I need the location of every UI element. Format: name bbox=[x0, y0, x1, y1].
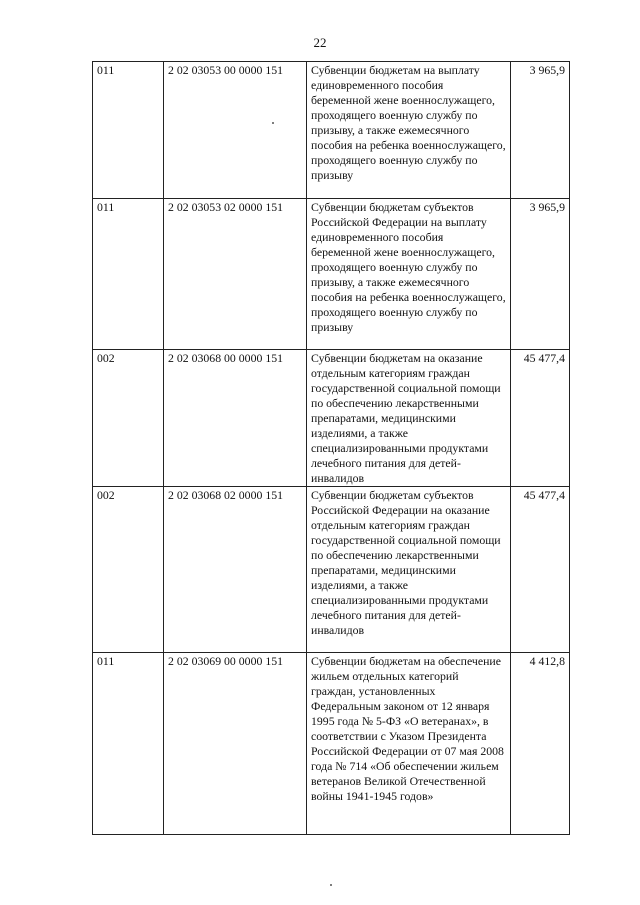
budget-classification-code-cell: 2 02 03068 02 0000 151 bbox=[164, 487, 307, 653]
table-row bbox=[93, 62, 570, 199]
description-cell: Субвенции бюджетам субъектов Российской Федерации на оказание отдельным категориям граждан государственной социальной помощи по обеспечению лекарственными препаратами, медицинскими изделиями, а также специализированными продуктами лечебного питания для детей-инвалидов bbox=[307, 487, 511, 653]
budget-classification-code-cell: 2 02 03053 00 0000 151 bbox=[164, 62, 307, 199]
admin-code-cell: 002 bbox=[93, 487, 164, 653]
description-cell: Субвенции бюджетам на обеспечение жильем отдельных категорий граждан, установленных Федеральным законом от 12 января 1995 года № 5-ФЗ «О ветеранах», в соответствии с Указом Президента Российской Федерации от 07 мая 2008 года № 714 «Об обеспечении жильем ветеранов Великой Отечественной войны 1941-1945 годов» bbox=[307, 653, 511, 835]
description-cell: Субвенции бюджетам на оказание отдельным категориям граждан государственной социальной помощи по обеспечению лекарственными препаратами, медицинскими изделиями, а также специализированными продуктами лечебного питания для детей-инвалидов bbox=[307, 350, 511, 487]
budget-classification-code-cell: 2 02 03068 00 0000 151 bbox=[164, 350, 307, 487]
budget-classification-code-cell: 2 02 03069 00 0000 151 bbox=[164, 653, 307, 835]
admin-code-cell: 011 bbox=[93, 199, 164, 350]
scan-speck bbox=[330, 884, 332, 886]
page-number: 22 bbox=[313, 35, 327, 50]
table-row bbox=[93, 487, 570, 653]
amount-cell: 45 477,4 bbox=[511, 487, 570, 653]
admin-code-cell: 011 bbox=[93, 62, 164, 199]
scan-speck bbox=[272, 122, 274, 124]
amount-cell: 3 965,9 bbox=[511, 62, 570, 199]
amount-cell: 3 965,9 bbox=[511, 199, 570, 350]
budget-revenue-table bbox=[92, 61, 570, 835]
admin-code-cell: 002 bbox=[93, 350, 164, 487]
admin-code-cell: 011 bbox=[93, 653, 164, 835]
budget-classification-code-cell: 2 02 03053 02 0000 151 bbox=[164, 199, 307, 350]
amount-cell: 4 412,8 bbox=[511, 653, 570, 835]
table-row bbox=[93, 199, 570, 350]
amount-cell: 45 477,4 bbox=[511, 350, 570, 487]
description-cell: Субвенции бюджетам на выплату единовременного пособия беременной жене военнослужащего, проходящего военную службу по призыву, а также ежемесячного пособия на ребенка военнослужащего, проходящего военную службу по призыву bbox=[307, 62, 511, 199]
description-cell: Субвенции бюджетам субъектов Российской Федерации на выплату единовременного пособия беременной жене военнослужащего, проходящего военную службу по призыву, а также ежемесячного пособия на ребенка военнослужащего, проходящего военную службу по призыву bbox=[307, 199, 511, 350]
table-row bbox=[93, 350, 570, 487]
table-row bbox=[93, 653, 570, 835]
